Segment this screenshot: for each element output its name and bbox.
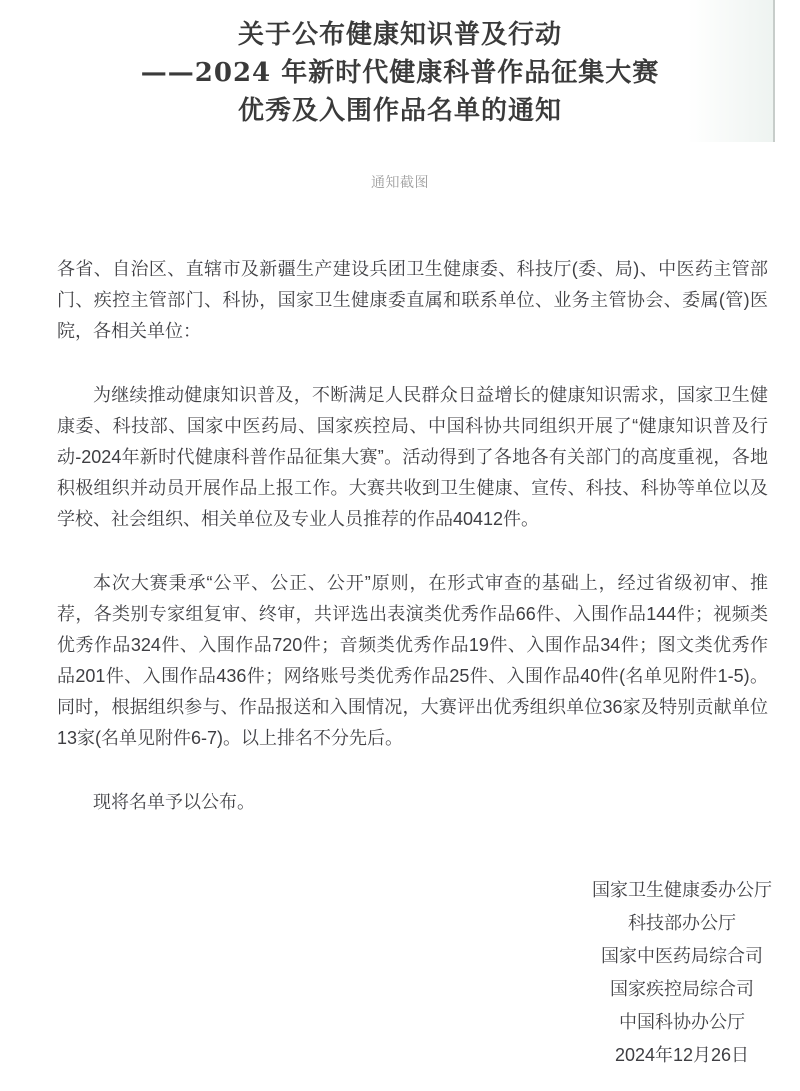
salutation-paragraph: 各省、自治区、直辖市及新疆生产建设兵团卫生健康委、科技厅(委、局)、中医药主管部门、疾控主管部门、科协，国家卫生健康委直属和联系单位、业务主管协会、委属(管)医院，各相关单位： <box>57 259 768 341</box>
signature-org-1: 国家卫生健康委办公厅 <box>592 880 772 900</box>
notice-title-line-3: 优秀及入围作品名单的通知 <box>237 96 562 126</box>
notice-title-line-2: ——2024 年新时代健康科普作品征集大赛 <box>140 58 660 88</box>
signature-org-5: 中国科协办公厅 <box>619 1012 745 1032</box>
scan-edge-line <box>773 0 775 142</box>
signature-block <box>572 874 792 1072</box>
notice-title <box>0 16 800 130</box>
image-caption: 通知截图 <box>371 174 429 190</box>
signature-date: 2024年12月26日 <box>614 1045 750 1065</box>
signature-org-4: 国家疾控局综合司 <box>610 979 754 999</box>
scanned-notice-header <box>0 0 800 132</box>
notice-body <box>57 254 768 818</box>
notice-title-line-1: 关于公布健康知识普及行动 <box>237 20 562 50</box>
body-paragraph-1: 为继续推动健康知识普及，不断满足人民群众日益增长的健康知识需求，国家卫生健康委、科技部、国家中医药局、国家疾控局、中国科协共同组织开展了“健康知识普及行动-2024年新时代健康科普作品征集大赛”。活动得到了各地各有关部门的高度重视，各地积极组织并动员开展作品上报工作。大赛共收到卫生健康、宣传、科技、科协等单位以及学校、社会组织、相关单位及专业人员推荐的作品40412件。 <box>57 385 768 529</box>
body-paragraph-3: 现将名单予以公布。 <box>93 792 255 812</box>
signature-org-2: 科技部办公厅 <box>628 913 736 933</box>
signature-org-3: 国家中医药局综合司 <box>601 946 763 966</box>
body-paragraph-2: 本次大赛秉承“公平、公正、公开”原则，在形式审查的基础上，经过省级初审、推荐，各类别专家组复审、终审，共评选出表演类优秀作品66件、入围作品144件；视频类优秀作品324件、入围作品720件；音频类优秀作品19件、入围作品34件；图文类优秀作品201件、入围作品436件；网络账号类优秀作品25件、入围作品40件(名单见附件1-5)。同时，根据组织参与、作品报送和入围情况，大赛评出优秀组织单位36家及特别贡献单位13家(名单见附件6-7)。以上排名不分先后。 <box>57 573 768 748</box>
